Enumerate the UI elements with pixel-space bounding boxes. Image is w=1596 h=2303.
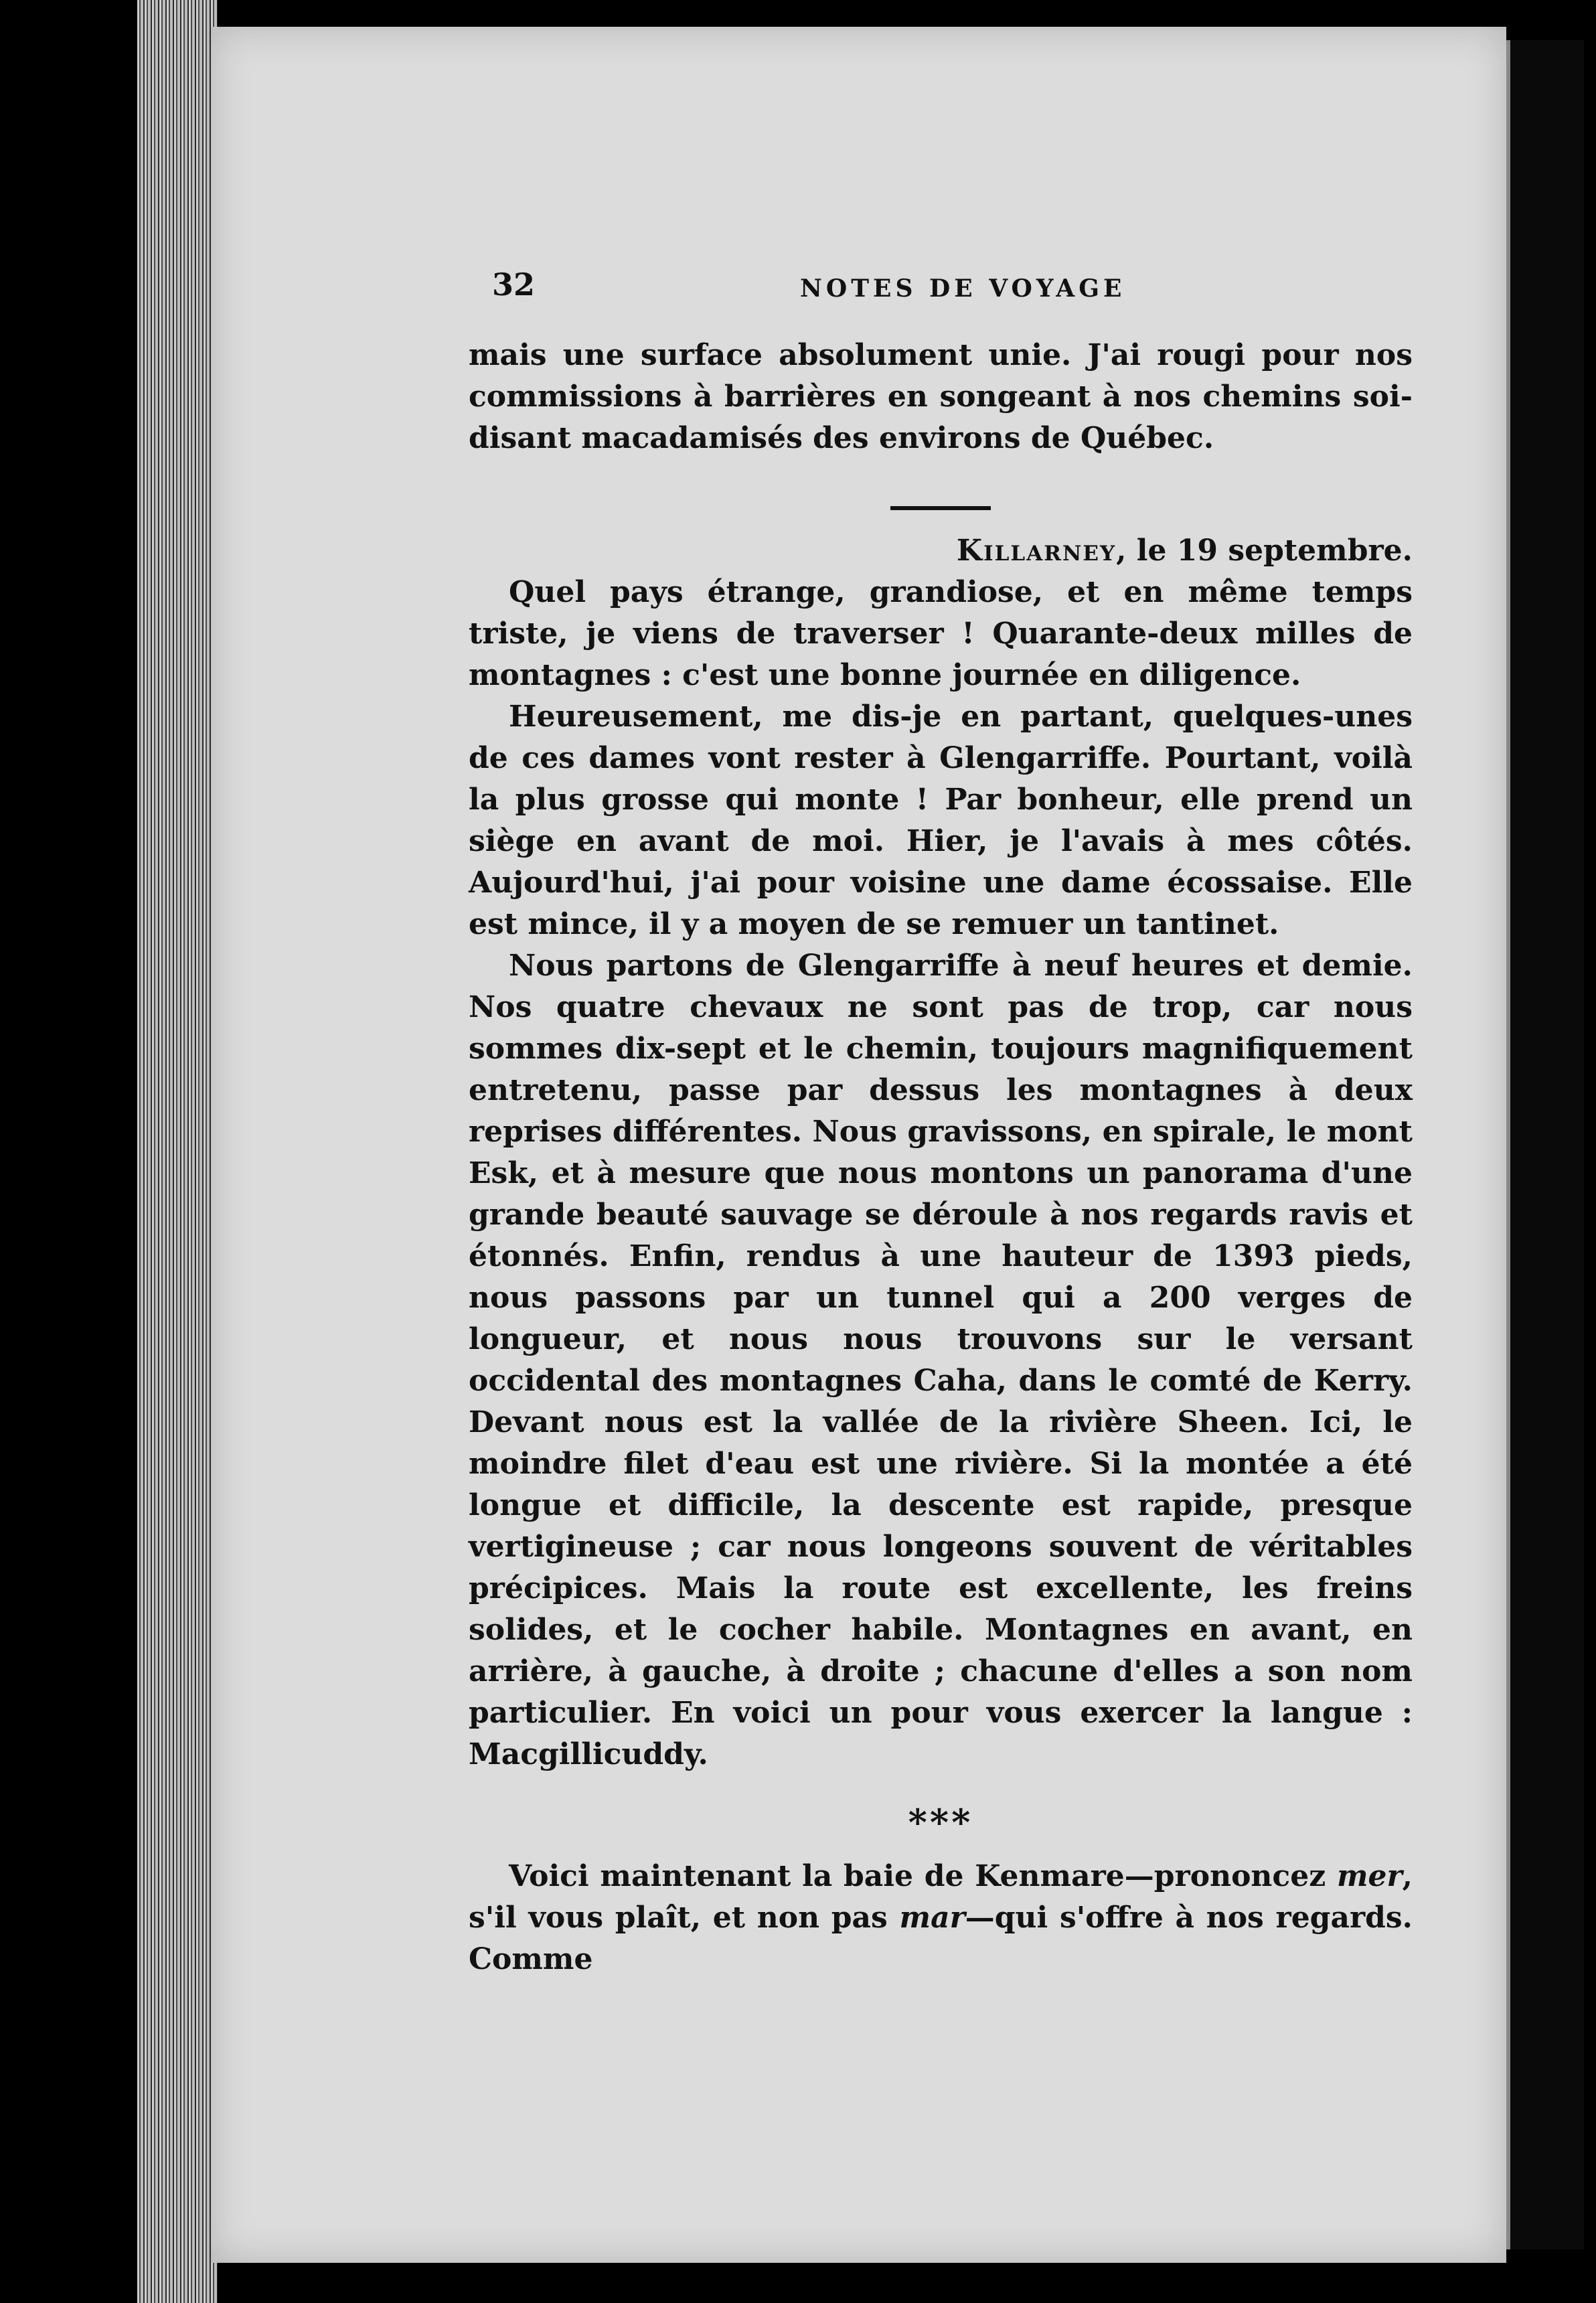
dateline-date: , le 19 septembre.: [1116, 534, 1413, 568]
page-body: [469, 335, 1413, 1980]
page-header: [492, 266, 1416, 313]
paragraph-continuation: mais une surface absolument unie. J'ai rougi pour nos commissions à barrières en songeant à nos chemins soi-disant macadamisés des environs de Québec.: [469, 338, 1413, 455]
paragraph: [469, 1856, 1413, 1980]
book-right-edge: [1506, 40, 1584, 2249]
paragraph: Nous partons de Glengarriffe à neuf heures et demie. Nos quatre chevaux ne sont pas de trop, car nous sommes dix-sept et le chemin, toujours magnifiquement entretenu, passe par dessus les montagnes à deux reprises différentes. Nous gravissons, en spirale, le mont Esk, et à mesure que nous montons un panorama d'une grande beauté sauvage se déroule à nos regards ravis et étonnés. Enfin, rendus à une hauteur de 1393 pieds, nous passons par un tunnel qui a 200 verges de longueur, et nous nous trouvons sur le versant occidental des montagnes Caha, dans le comté de Kerry. Devant nous est la vallée de la rivière Sheen. Ici, le moindre filet d'eau est une rivière. Si la montée a été longue et difficile, la descente est rapide, presque vertigineuse ; car nous longeons souvent de véritables précipices. Mais la route est excellente, les freins solides, et le cocher habile. Montagnes en avant, en arrière, à gauche, à droite ; chacune d'elles a son nom particulier. En voici un pour vous exercer la langue : Macgillicuddy.: [469, 949, 1413, 1771]
dateline-place: Killarney: [956, 534, 1117, 568]
paragraph: Quel pays étrange, grandiose, et en même temps triste, je viens de traverser ! Quarante-deux milles de montagnes : c'est une bonne journée en diligence.: [469, 575, 1413, 692]
italic-word: mar: [899, 1901, 965, 1935]
book-page-edges: [137, 0, 218, 2303]
asterism-divider: ***: [908, 1801, 973, 1844]
section-rule: [890, 506, 991, 510]
paragraph: Heureusement, me dis-je en partant, quelques-unes de ces dames vont rester à Glengarriffe. Pourtant, voilà la plus grosse qui monte ! Par bonheur, elle prend un siège en avant de moi. Hier, je l'avais à mes côtés. Aujourd'hui, j'ai pour voisine une dame écossaise. Elle est mince, il y a moyen de se remuer un tantinet.: [469, 700, 1413, 941]
paragraph-text: —qui s'offre à nos regards. Comme: [469, 1901, 1413, 1976]
paragraph-text: , s'il vous plaît, et non pas: [469, 1859, 1413, 1935]
page-number: 32: [492, 266, 536, 303]
running-title: NOTES DE VOYAGE: [800, 274, 1126, 303]
dateline: [469, 530, 1413, 572]
paragraph-text: Voici maintenant la baie de Kenmare—prononcez: [509, 1859, 1337, 1893]
italic-word: mer: [1336, 1859, 1403, 1893]
